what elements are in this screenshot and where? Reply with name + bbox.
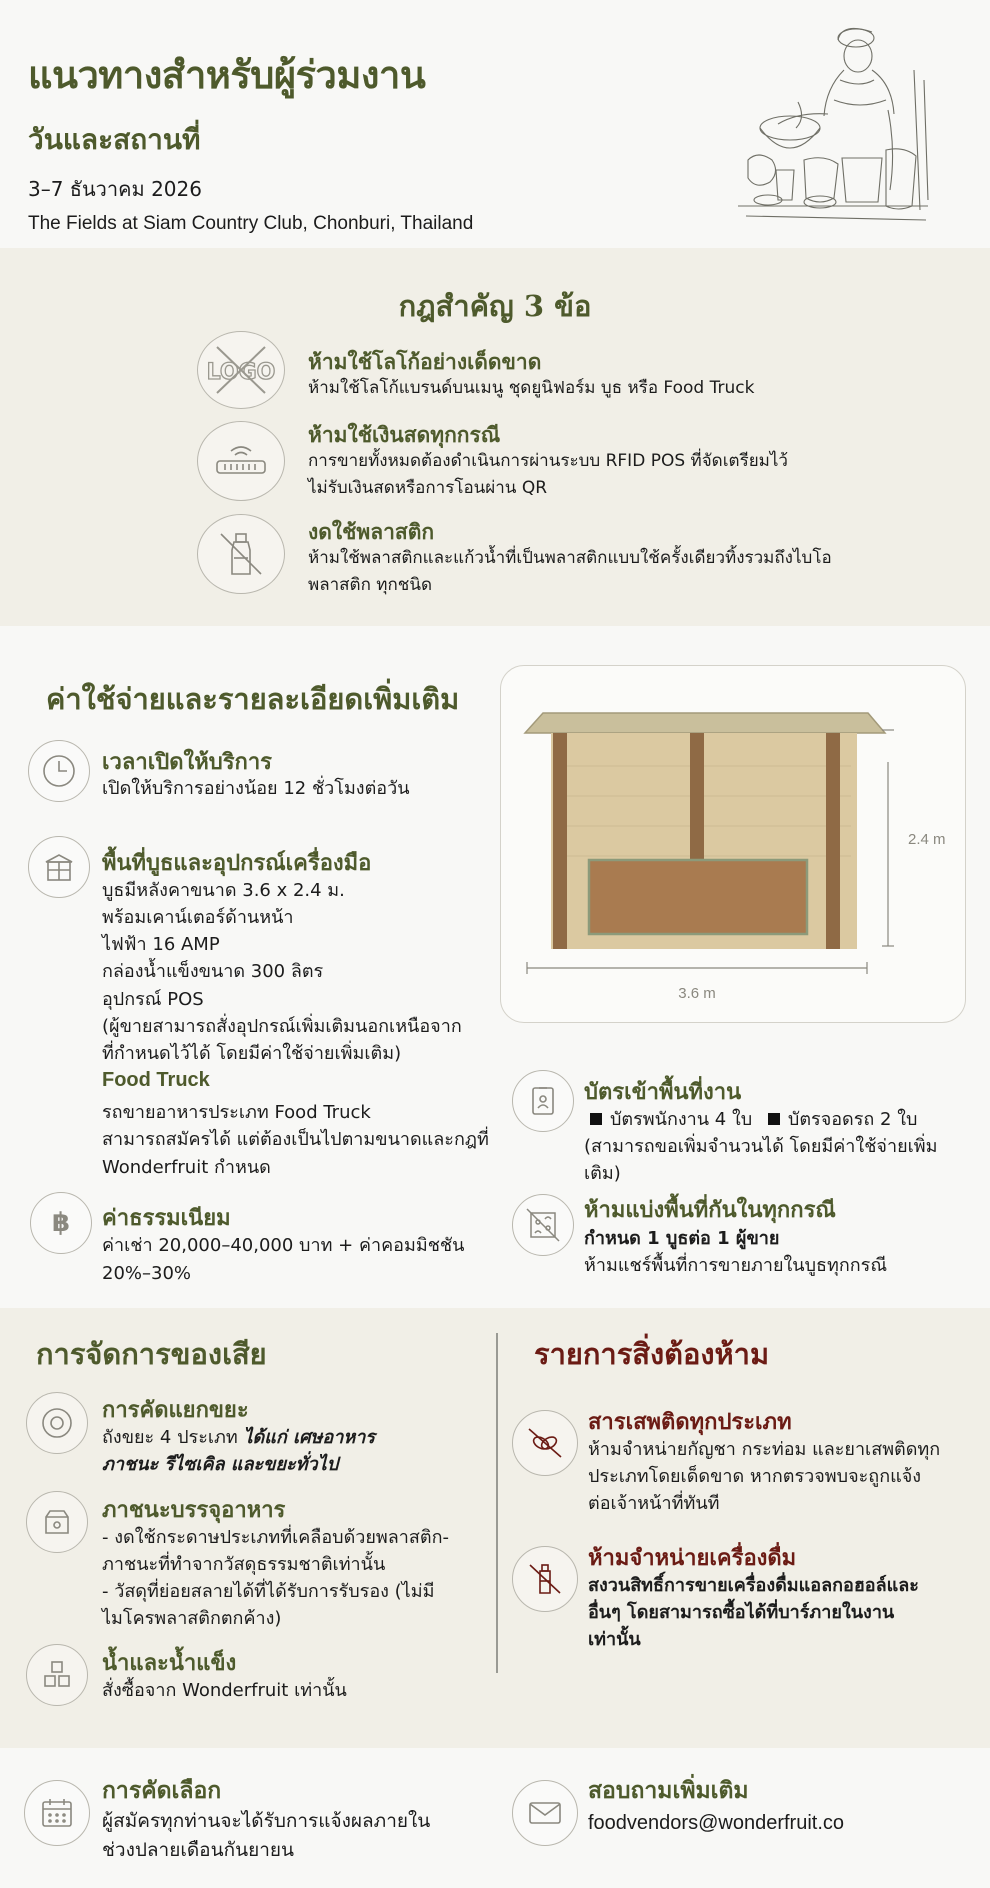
clock-icon <box>28 740 90 802</box>
booth-line-3: ไฟฟ้า 16 AMP <box>102 934 220 955</box>
contact-title: สอบถามเพิ่มเติม <box>588 1777 749 1804</box>
booth-line-7: ที่กำหนดไว้ได้ โดยมีค่าใช้จ่ายเพิ่มเติม) <box>102 1043 402 1064</box>
food-truck-line-2: สามารถสมัครได้ แต่ต้องเป็นไปตามขนาดและกฎที่ <box>102 1129 489 1150</box>
event-venue: The Fields at Siam Country Club, Chonburi, Thailand <box>28 213 474 234</box>
no-sharing-icon <box>512 1194 574 1256</box>
drugs-line-1: ห้ามจำหน่ายกัญชา กระท่อม และยาเสพติดทุก <box>588 1439 941 1460</box>
cook-illustration <box>728 10 943 235</box>
packaging-title: ภาชนะบรรจุอาหาร <box>102 1497 286 1523</box>
width-label: 3.6 m <box>678 985 716 1002</box>
rule-no-plastic-text-2: พลาสติก ทุกชนิด <box>308 575 432 595</box>
booth-line-4: กล่องน้ำแข็งขนาด 300 ลิตร <box>102 961 324 982</box>
rule-no-cash-title: ห้ามใช้เงินสดทุกกรณี <box>308 422 501 447</box>
date-venue-heading: วันและสถานที่ <box>28 123 201 156</box>
height-label: 2.4 m <box>908 831 946 848</box>
no-logo-icon <box>197 331 285 409</box>
drugs-title: สารเสพติดทุกประเภท <box>588 1409 792 1435</box>
baht-symbol: ฿ <box>51 1208 71 1238</box>
food-truck-line-3: Wonderfruit กำหนด <box>102 1157 271 1178</box>
booth-line-5: อุปกรณ์ POS <box>102 989 204 1010</box>
selection-title: การคัดเลือก <box>102 1777 222 1804</box>
packaging-line-1: - งดใช้กระดาษประเภทที่เคลือบด้วยพลาสติก- <box>102 1527 449 1548</box>
rule-no-plastic-text-1: ห้ามใช้พลาสติกและแก้วน้ำที่เป็นพลาสติกแบบใช้ครั้งเดียวทิ้งรวมถึงไบโอ <box>308 548 832 568</box>
no-plastic-bottle-icon <box>197 514 285 594</box>
no-sharing-text: ห้ามแชร์พื้นที่การขายภายในบูธทุกกรณี <box>584 1255 888 1276</box>
selection-line-2: ช่วงปลายเดือนกันยายน <box>102 1839 294 1861</box>
water-title: น้ำและน้ำแข็ง <box>102 1650 237 1676</box>
booth-line-1: บูธมีหลังคาขนาด 3.6 x 2.4 ม. <box>102 880 345 901</box>
booth-diagram <box>501 666 967 1024</box>
booth-icon <box>28 836 90 898</box>
booth-title: พื้นที่บูธและอุปกรณ์เครื่องมือ <box>102 850 372 876</box>
food-truck-title: Food Truck <box>102 1069 210 1091</box>
bullet-square <box>768 1113 780 1125</box>
rules-heading: กฎสำคัญ 3 ข้อ <box>398 289 592 323</box>
page-title: แนวทางสำหรับผู้ร่วมงาน <box>28 52 426 97</box>
waste-sorting-plain: ถังขยะ 4 ประเภท <box>102 1427 244 1448</box>
no-drugs-icon <box>512 1410 578 1476</box>
rfid-card-icon <box>197 421 285 501</box>
rule-no-logo-title: ห้ามใช้โลโก้อย่างเด็ดขาด <box>308 349 542 374</box>
fee-line-1: ค่าเช่า 20,000–40,000 บาท + ค่าคอมมิชชัน <box>102 1235 465 1256</box>
prohibited-heading: รายการสิ่งต้องห้าม <box>534 1337 770 1371</box>
calendar-icon <box>24 1780 90 1846</box>
rule-no-cash-text-2: ไม่รับเงินสดหรือการโอนผ่าน QR <box>308 478 548 498</box>
fee-title: ค่าธรรมเนียม <box>102 1205 231 1231</box>
packaging-line-4: ไมโครพลาสติกตกค้าง) <box>102 1608 282 1629</box>
event-date: 3–7 ธันวาคม 2026 <box>28 177 202 201</box>
bullet-square <box>590 1113 602 1125</box>
rule-no-logo-text: ห้ามใช้โลโก้แบรนด์บนเมนู ชุดยูนิฟอร์ม บูธ หรือ Food Truck <box>308 378 755 398</box>
waste-sorting-emph-2: ภาชนะ รีไซเคิล และขยะทั่วไป <box>102 1454 339 1475</box>
food-truck-line-1: รถขายอาหารประเภท Food Truck <box>102 1102 371 1123</box>
drinks-title: ห้ามจำหน่ายเครื่องดื่ม <box>588 1545 797 1571</box>
waste-sorting-icon <box>26 1392 88 1454</box>
hours-title: เวลาเปิดให้บริการ <box>102 749 272 775</box>
waste-sorting-title: การคัดแยกขยะ <box>102 1397 249 1423</box>
no-sharing-title: ห้ามแบ่งพื้นที่กันในทุกกรณี <box>584 1197 836 1223</box>
drinks-line-2: อื่นๆ โดยสามารถซื้อได้ที่บาร์ภายในงาน <box>588 1602 895 1623</box>
no-sharing-rule: กำหนด 1 บูธต่อ 1 ผู้ขาย <box>584 1228 780 1249</box>
passes-parking: บัตรจอดรถ 2 ใบ <box>787 1109 918 1130</box>
packaging-line-3: - วัสดุที่ย่อยสลายได้ที่ได้รับการรับรอง (ไม่มี <box>102 1581 435 1602</box>
rule-no-plastic-title: งดใช้พลาสติก <box>308 519 435 544</box>
packaging-icon <box>26 1491 88 1553</box>
hours-text: เปิดให้บริการอย่างน้อย 12 ชั่วโมงต่อวัน <box>102 778 410 799</box>
booth-diagram-card <box>500 665 966 1023</box>
booth-line-6: (ผู้ขายสามารถสั่งอุปกรณ์เพิ่มเติมนอกเหนือจาก <box>102 1016 462 1037</box>
passes-bullets <box>584 1106 917 1133</box>
drinks-line-1: สงวนสิทธิ์การขายเครื่องดื่มแอลกอฮอล์และ <box>588 1575 919 1596</box>
drinks-line-3: เท่านั้น <box>588 1629 641 1650</box>
waste-sorting-line-1 <box>102 1424 375 1451</box>
waste-heading: การจัดการของเสีย <box>36 1337 267 1371</box>
id-badge-icon <box>512 1070 574 1132</box>
costs-heading: ค่าใช้จ่ายและรายละเอียดเพิ่มเติม <box>46 682 460 716</box>
packaging-line-2: ภาชนะที่ทำจากวัสดุธรรมชาติเท่านั้น <box>102 1554 386 1575</box>
drugs-line-3: ต่อเจ้าหน้าที่ทันที <box>588 1493 720 1514</box>
selection-line-1: ผู้สมัครทุกท่านจะได้รับการแจ้งผลภายใน <box>102 1810 431 1832</box>
ice-cubes-icon <box>26 1644 88 1706</box>
waste-sorting-emph-1: ได้แก่ เศษอาหาร <box>243 1427 375 1448</box>
section-divider <box>496 1333 498 1673</box>
baht-icon <box>30 1192 92 1254</box>
booth-line-2: พร้อมเคาน์เตอร์ด้านหน้า <box>102 907 294 928</box>
water-text: สั่งซื้อจาก Wonderfruit เท่านั้น <box>102 1680 347 1701</box>
passes-title: บัตรเข้าพื้นที่งาน <box>584 1079 742 1105</box>
no-drinks-icon <box>512 1546 578 1612</box>
drugs-line-2: ประเภทโดยเด็ดขาด หากตรวจพบจะถูกแจ้ง <box>588 1466 922 1487</box>
mail-icon <box>512 1780 578 1846</box>
fee-line-2: 20%–30% <box>102 1263 192 1284</box>
passes-line-2: เติม) <box>584 1163 621 1184</box>
logo-text: LOGO <box>206 360 276 385</box>
passes-staff: บัตรพนักงาน 4 ใบ <box>610 1109 753 1130</box>
contact-email[interactable]: foodvendors@wonderfruit.co <box>588 1812 844 1834</box>
passes-line-1: (สามารถขอเพิ่มจำนวนได้ โดยมีค่าใช้จ่ายเพิ่ม <box>584 1136 938 1157</box>
rule-no-cash-text-1: การขายทั้งหมดต้องดำเนินการผ่านระบบ RFID POS ที่จัดเตรียมไว้ <box>308 451 788 471</box>
